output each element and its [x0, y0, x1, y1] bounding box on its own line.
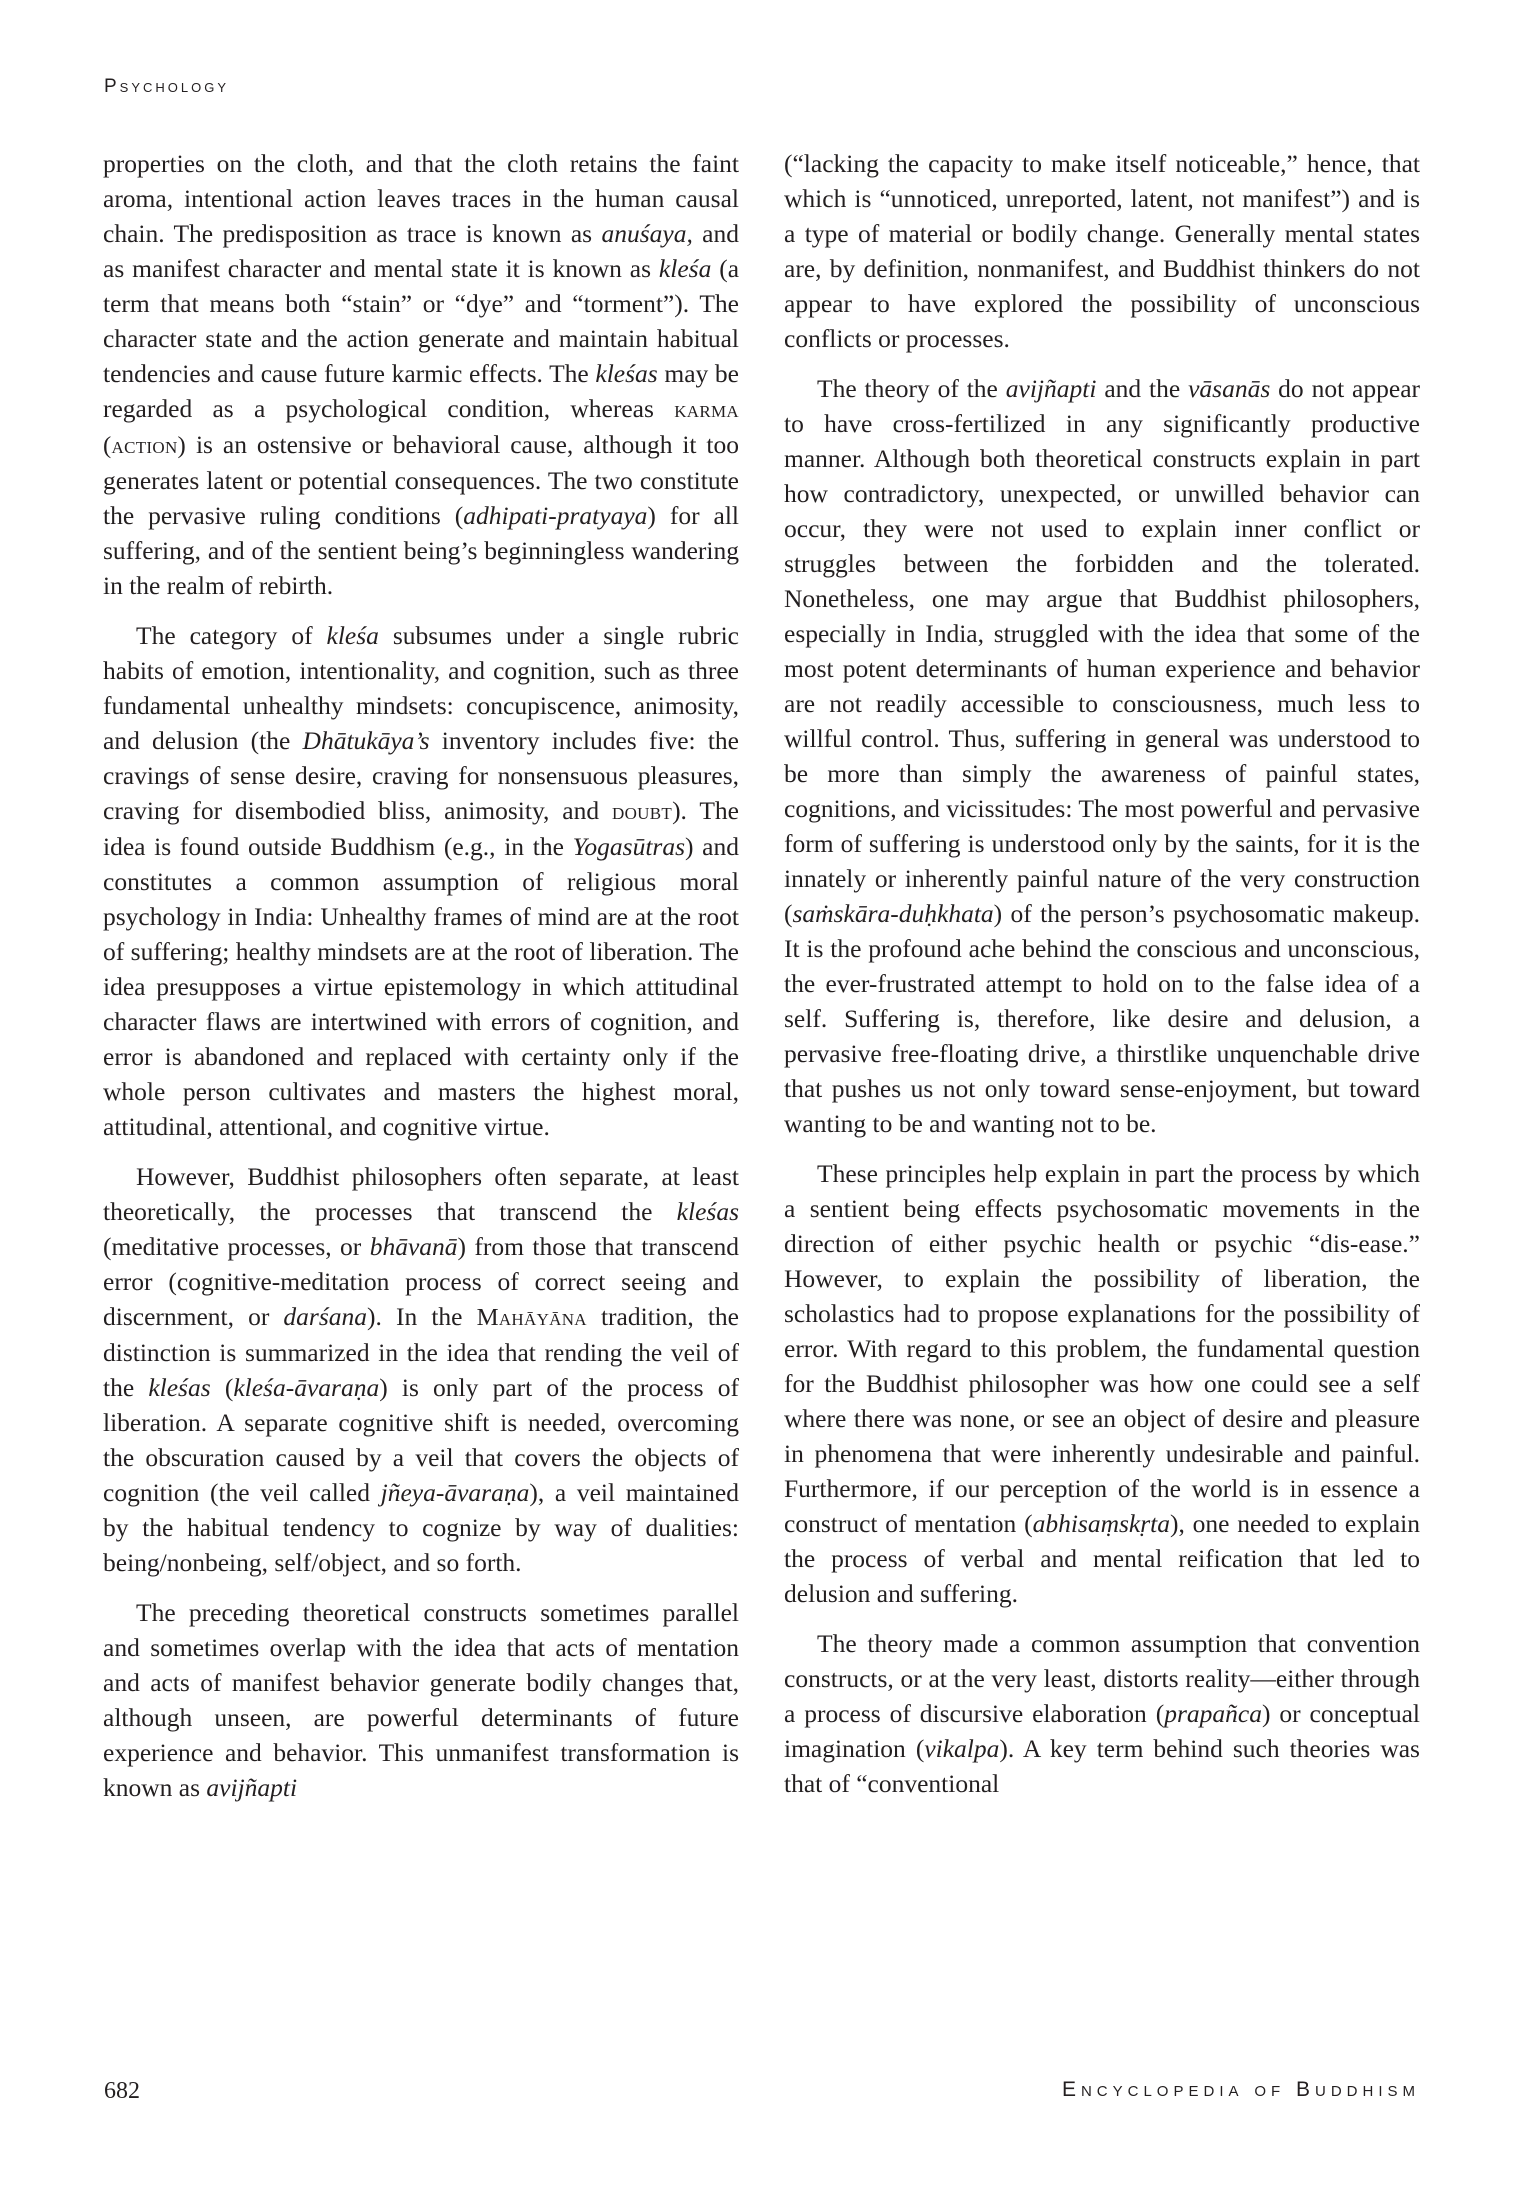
text-run: ) and constitutes a common assumption of religious moral psychology in India: Unhealthy frames of mind are at the root of suffering; healthy mindsets are at the root of liberation. The idea presupposes a virtue epistemology in which attitudinal character flaws are intertwined with errors of cognition, and error is abandoned and replaced with certainty only if the whole person cultivates and masters the highest moral, attitudinal, attentional, and cognitive virtue. [103, 832, 740, 1141]
text-run: ). The idea is found outside Buddhism (e.g., in the [103, 796, 739, 861]
text-run: (“lacking the capacity to make itself noticeable,” hence, that which is “unnoticed, unreported, latent, not manifest”) and is a type of material or bodily change. Generally mental states are, by definition, nonmanifest, and Buddhist thinkers do not appear to have explored the possibility of unconscious conflicts or processes. [784, 149, 1420, 353]
italic-term: kleśas [148, 1373, 211, 1402]
paragraph [103, 1159, 739, 1580]
italic-term: bhāvanā [369, 1232, 458, 1261]
running-head: Psychology [104, 76, 230, 97]
text-run: and the [1096, 374, 1189, 403]
italic-term: anuśaya, [601, 219, 693, 248]
text-run: inventory includes five: the cravings of sense desire, craving for nonsensuous pleasures, craving for disembodied bliss, animosity, and [103, 726, 740, 825]
text-run: ), a veil maintained by the habitual tendency to cognize by way of dualities: being/nonbeing, self/object, and so forth. [103, 1478, 739, 1577]
italic-term: jñeya-āvaraṇa [380, 1478, 530, 1507]
italic-term: avijñapti [206, 1773, 298, 1802]
text-run: The preceding theoretical constructs sometimes parallel and sometimes overlap with the idea that acts of mentation and acts of manifest behavior generate bodily changes that, although unseen, are powerful determinants of future experience and behavior. This unmanifest transformation is known as [103, 1598, 739, 1802]
text-run: However, Buddhist philosophers often separate, at least theoretically, the processes that transcend the [103, 1162, 739, 1226]
italic-term: Dhātukāya’s [302, 726, 430, 755]
text-run: ) is only part of the process of liberation. A separate cognitive shift is needed, overcoming the obscuration caused by a veil that covers the objects of cognition (the veil called [103, 1373, 740, 1507]
paragraph [103, 146, 739, 603]
italic-term: kleśa [326, 621, 379, 650]
cross-reference: karma (action) [103, 396, 739, 459]
text-run: may be regarded as a psychological condition, whereas [103, 359, 739, 423]
text-run: is an ostensive or behavioral cause, although it too generates latent or potential consequences. The two constitute the pervasive ruling conditions ( [103, 430, 739, 530]
paragraph [784, 146, 1420, 356]
text-run: ), one needed to explain the process of verbal and mental reification that led to delusion and suffering. [784, 1509, 1420, 1608]
italic-term: abhisaṃskṛta [1032, 1509, 1171, 1538]
text-run: The theory made a common assumption that convention constructs, or at the very least, distorts reality—either through a process of discursive elaboration ( [784, 1629, 1420, 1728]
italic-term: Yogasūtras [572, 832, 686, 861]
paragraph [784, 1156, 1420, 1611]
italic-term: saṁskāra-duḥkhata [792, 899, 994, 928]
page-number: 682 [104, 2078, 140, 2104]
text-run: These principles help explain in part the process by which a sentient being effects psychosomatic movements in the direction of either psychic health or psychic “dis-ease.” However, to explain the possibility of liberation, the scholastics had to propose explanations for the possibility of error. With regard to this problem, the fundamental question for the Buddhist philosopher was how one could see a self where there was none, or see an object of desire and pleasure in phenomena that were inherently undesirable and painful. Furthermore, if our perception of the world is in essence a construct of mentation ( [784, 1159, 1420, 1538]
text-run: ). A key term behind such theories was that of “conventional [784, 1734, 1420, 1798]
text-run: ). In the [367, 1302, 477, 1331]
text-run: ) from those that transcend error (cognitive-meditation process of correct seeing and discernment, or [103, 1232, 740, 1331]
text-run: The category of [136, 621, 327, 650]
italic-term: vikalpa [924, 1734, 1000, 1763]
italic-term: kleśa-āvaraṇa [233, 1373, 380, 1402]
text-run: do not appear to have cross-fertilized in any significantly productive manner. Although both theoretical constructs explain in part how contradictory, unexpected, or unwilled behavior can occur, they were not used to explain inner conflict or struggles between the forbidden and the tolerated. Nonetheless, one may argue that Buddhist philosophers, especially in India, struggled with the idea that some of the most potent determinants of human experience and behavior are not readily accessible to consciousness, much less to willful control. Thus, suffering in general was understood to be more than simply the awareness of painful states, cognitions, and vicissitudes: The most powerful and pervasive form of suffering is understood only by the saints, for it is the innately or inherently painful nature of the very construction ( [784, 374, 1420, 928]
text-run: ) for all suffering, and of the sentient being’s beginningless wandering in the realm of rebirth. [103, 501, 739, 600]
italic-term: kleśa [658, 254, 712, 283]
italic-term: vāsanās [1188, 374, 1271, 403]
paragraph [784, 1626, 1420, 1801]
text-run: and as manifest character and mental state it is known as [103, 219, 739, 283]
paragraph [784, 371, 1420, 1141]
italic-term: kleśas [595, 359, 658, 388]
text-run: tradition, the distinction is summarized in the idea that rending the veil of the [103, 1302, 739, 1402]
paragraph [103, 1595, 739, 1805]
italic-term: prapañca [1164, 1699, 1262, 1728]
left-column [103, 146, 739, 1820]
italic-term: avijñapti [1005, 374, 1097, 403]
italic-term: darśana [283, 1302, 368, 1331]
text-run: ) of the person’s psychosomatic makeup. It is the profound ache behind the conscious and unconscious, the ever-frustrated attempt to hold on to the false idea of a self. Suffering is, therefore, like desire and delusion, a pervasive free-floating drive, a thirstlike unquenchable drive that pushes us not only toward sense-enjoyment, but toward wanting to be and wanting not to be. [784, 899, 1420, 1138]
italic-term: kleśas [676, 1197, 739, 1226]
paragraph [103, 618, 739, 1144]
text-run: properties on the cloth, and that the cloth retains the faint aroma, intentional action leaves traces in the human causal chain. The predisposition as trace is known as [103, 149, 739, 248]
text-run: ) or conceptual imagination ( [784, 1699, 1420, 1763]
book-title-footer: Encyclopedia of Buddhism [1061, 2078, 1420, 2101]
text-run: (meditative processes, or [103, 1232, 370, 1261]
text-run: The theory of the [817, 374, 1006, 403]
text-run: (a term that means both “stain” or “dye” and “torment”). The character state and the action generate and maintain habitual tendencies and cause future karmic effects. The [103, 254, 740, 388]
cross-reference: Mahāyāna [476, 1304, 587, 1331]
italic-term: adhipati-pratyaya [463, 501, 648, 530]
text-run: subsumes under a single rubric habits of emotion, intentionality, and cognition, such as three fundamental unhealthy mindsets: concupiscence, animosity, and delusion (the [103, 621, 739, 755]
text-run: ( [210, 1373, 234, 1402]
right-column [784, 146, 1420, 1816]
cross-reference: doubt [612, 798, 673, 825]
